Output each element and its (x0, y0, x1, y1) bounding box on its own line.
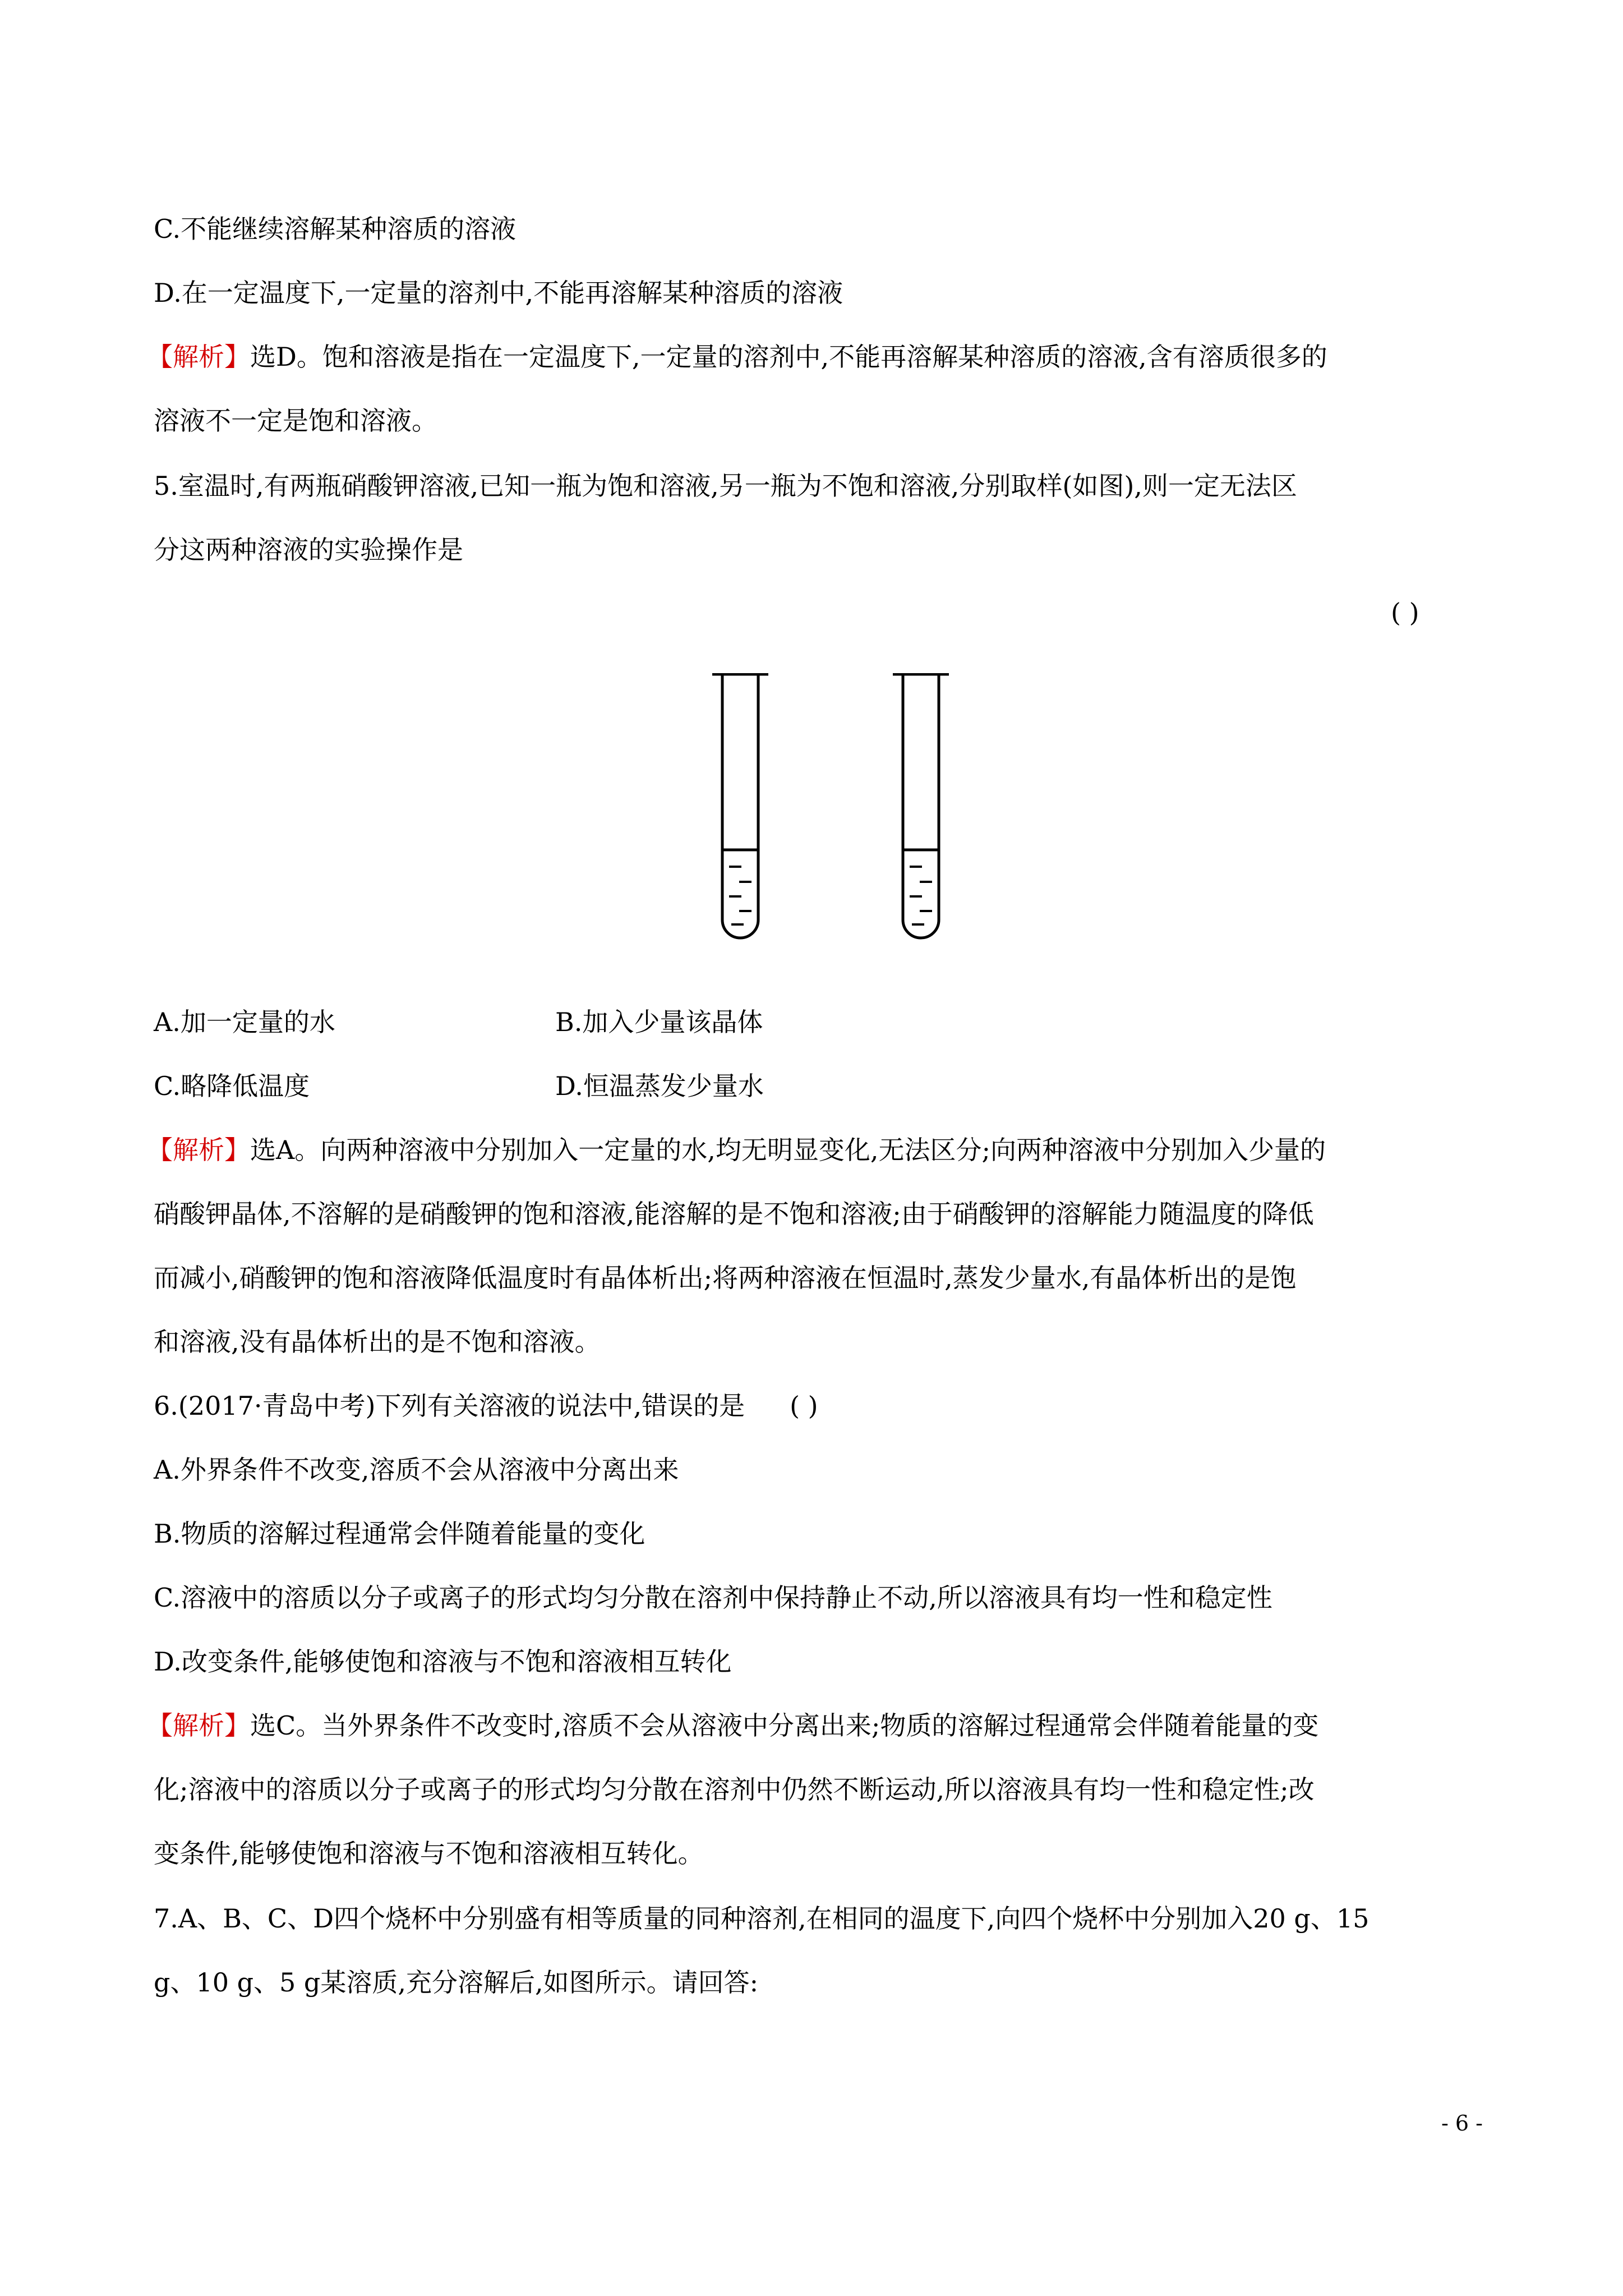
q5-stem-2: 分这两种溶液的实验操作是 (154, 535, 463, 565)
q5-analysis-text-4: 和溶液,没有晶体析出的是不饱和溶液。 (154, 1327, 601, 1357)
q6-option-b: B.物质的溶解过程通常会伴随着能量的变化 (154, 1519, 645, 1549)
q5-option-d: D.恒温蒸发少量水 (555, 1071, 764, 1101)
test-tubes-figure (712, 673, 993, 987)
q4-analysis-text-2: 溶液不一定是饱和溶液。 (154, 406, 437, 436)
q6-stem (154, 1389, 818, 1423)
q4-analysis-text-1: 选D。饱和溶液是指在一定温度下,一定量的溶剂中,不能再溶解某种溶质的溶液,含有溶质很多的 (250, 342, 1327, 372)
q5-analysis-text-1: 选A。向两种溶液中分别加入一定量的水,均无明显变化,无法区分;向两种溶液中分别加入少量的 (250, 1135, 1326, 1165)
test-tube-right (893, 674, 949, 938)
q5-stem-1: 5.室温时,有两瓶硝酸钾溶液,已知一瓶为饱和溶液,另一瓶为不饱和溶液,分别取样(如图),则一定无法区 (154, 471, 1297, 501)
q5-analysis-text-2: 硝酸钾晶体,不溶解的是硝酸钾的饱和溶液,能溶解的是不饱和溶液;由于硝酸钾的溶解能力随温度的降低 (154, 1199, 1314, 1229)
q6-analysis-text-2: 化;溶液中的溶质以分子或离子的形式均匀分散在溶剂中仍然不断运动,所以溶液具有均一性和稳定性;改 (154, 1774, 1315, 1805)
q4-option-d: D.在一定温度下,一定量的溶剂中,不能再溶解某种溶质的溶液 (154, 278, 843, 308)
analysis-tag: 【解析】 (147, 342, 250, 372)
q5-analysis-text-3: 而减小,硝酸钾的饱和溶液降低温度时有晶体析出;将两种溶液在恒温时,蒸发少量水,有晶体析出的是饱 (154, 1263, 1297, 1293)
q5-option-b: B.加入少量该晶体 (555, 1007, 763, 1037)
analysis-tag: 【解析】 (147, 1710, 250, 1741)
q6-option-a: A.外界条件不改变,溶质不会从溶液中分离出来 (154, 1455, 679, 1485)
q5-option-a: A.加一定量的水 (154, 1007, 335, 1037)
q4-option-c: C.不能继续溶解某种溶质的溶液 (154, 214, 517, 244)
q5-analysis (147, 1133, 1326, 1167)
q6-answer-paren: ( ) (790, 1391, 818, 1421)
q6-stem-text: 6.(2017·青岛中考)下列有关溶液的说法中,错误的是 (154, 1391, 745, 1421)
q6-option-c: C.溶液中的溶质以分子或离子的形式均匀分散在溶剂中保持静止不动,所以溶液具有均一性和稳定性 (154, 1582, 1272, 1613)
q5-answer-paren: ( ) (1391, 597, 1419, 628)
analysis-tag: 【解析】 (147, 1135, 250, 1165)
q6-analysis-text-1: 选C。当外界条件不改变时,溶质不会从溶液中分离出来;物质的溶解过程通常会伴随着能量的变 (250, 1710, 1319, 1741)
q5-option-c: C.略降低温度 (154, 1071, 310, 1101)
q6-analysis (147, 1709, 1318, 1742)
test-tube-left (712, 674, 768, 938)
q4-analysis (147, 340, 1327, 374)
q7-stem-1: 7.A、B、C、D四个烧杯中分别盛有相等质量的同种溶剂,在相同的温度下,向四个烧杯中分别加入20 g、15 (154, 1903, 1370, 1934)
q6-analysis-text-3: 变条件,能够使饱和溶液与不饱和溶液相互转化。 (154, 1838, 704, 1869)
q7-stem-2: g、10 g、5 g某溶质,充分溶解后,如图所示。请回答: (154, 1967, 759, 1998)
page-number: - 6 - (1441, 2111, 1483, 2136)
q6-option-d: D.改变条件,能够使饱和溶液与不饱和溶液相互转化 (154, 1646, 732, 1677)
